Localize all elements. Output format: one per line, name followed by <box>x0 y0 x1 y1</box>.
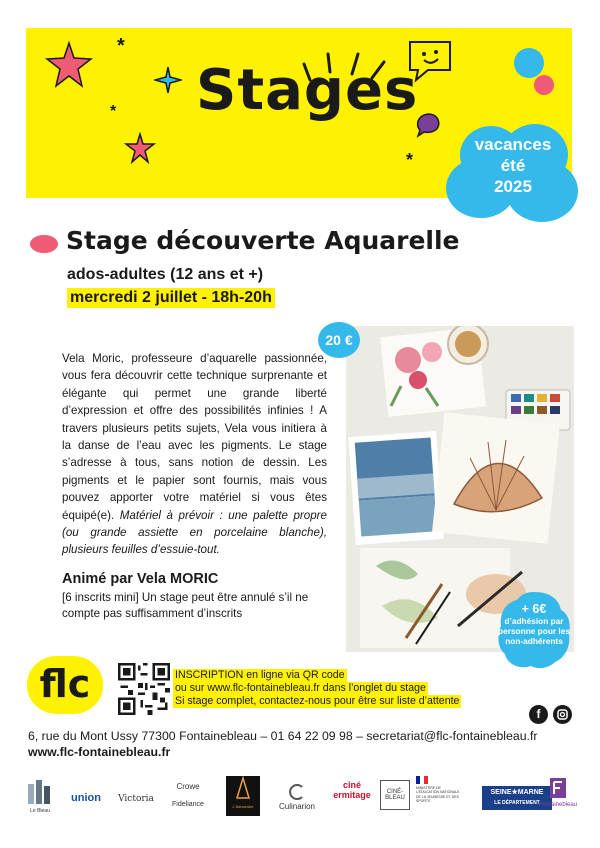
star-icon <box>124 132 156 164</box>
page-title: Stages <box>196 58 419 123</box>
partner-culinarion: Culinarion <box>272 784 322 811</box>
inscription-web-line[interactable]: ou sur www.flc-fontainebleau.fr dans l’onglet du stage <box>175 682 426 694</box>
partner-seine-et-marne: SEINE★MARNE LE DÉPARTEMENT <box>482 786 552 810</box>
partner-cine-ermitage: ciné ermitage <box>333 780 371 800</box>
qr-code[interactable] <box>118 663 170 715</box>
animator-name: Animé par Vela MORIC <box>62 571 219 587</box>
partner-crowe: Crowe Fideliance <box>172 782 204 808</box>
inscription-info <box>173 669 461 708</box>
asterisk-icon: * <box>406 150 414 170</box>
partner-union: union <box>71 792 101 804</box>
partner-cine-bleau: CINÉ-BLEAU <box>380 780 410 810</box>
event-title: Stage découverte Aquarelle <box>66 226 460 255</box>
inscription-qr-line: INSCRIPTION en ligne via QR code <box>175 669 345 681</box>
website-link[interactable]: www.flc-fontainebleau.fr <box>28 745 171 759</box>
partner-logos <box>22 776 578 822</box>
inscription-waitlist-line: Si stage complet, contactez-nous pour être sur liste d’attente <box>175 695 460 707</box>
pink-circle-icon <box>533 74 555 96</box>
season-label: vacances été 2025 <box>474 135 552 196</box>
event-description: Vela Moric, professeure d’aquarelle passionnée, vous fera découvrir cette technique surprenante et élégante qui permet une grande liberté d’expression et offre des possibilités infinies ! A travers plusieurs petits sujets, Vela vous initiera à la danse de l’eau avec les pigments. Le stage s’adresse à tous, sans notion de dessin. Les pigments et le papier sont fournis, mais vous pouvez apporter votre matériel si vous êtes équipé(e). Matériel à prévoir : une palette propre (ou grande assiette en porcelaine blanche), plusieurs feuilles d’essuie-tout. <box>62 352 327 557</box>
sparkle-icon <box>154 66 182 94</box>
partner-alexandre: L'Alexandre <box>226 776 260 816</box>
partner-le-bleau: Le Bleau <box>24 776 56 814</box>
adhesion-text: + 6€ d’adhésion par personne pour les non-adhérents <box>498 602 570 646</box>
facebook-icon[interactable]: f <box>529 705 548 724</box>
pink-blob-icon <box>29 234 59 254</box>
asterisk-icon: * <box>117 35 125 57</box>
minimum-note: [6 inscrits mini] Un stage peut être annulé s’il ne compte pas suffisamment d’inscrits <box>62 591 309 620</box>
partner-ministere: MINISTÈRE DE L'ÉDUCATION NATIONALE, DE LA JEUNESSE ET DES SPORTS <box>416 776 464 804</box>
price-badge: 20 € <box>318 322 360 358</box>
partner-victoria: Victoria <box>118 794 154 804</box>
flc-logo: flc <box>27 656 103 714</box>
star-icon <box>44 40 94 90</box>
instagram-icon[interactable] <box>553 705 572 724</box>
asterisk-icon: * <box>110 103 117 120</box>
partner-fontainebleau: Fontainebleau <box>536 776 580 808</box>
event-date: mercredi 2 juillet - 18h-20h <box>67 288 275 308</box>
contact-line: 6, rue du Mont Ussy 77300 Fontainebleau – 01 64 22 09 98 – secretariat@flc-fontainebleau.fr <box>28 729 538 743</box>
event-audience: ados-adultes (12 ans et +) <box>67 266 264 283</box>
